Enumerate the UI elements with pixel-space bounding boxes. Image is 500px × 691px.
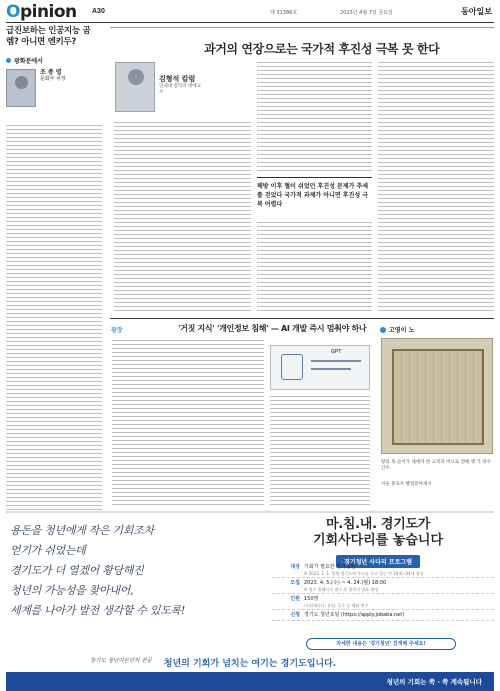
pullquote: 해방 이후 혈이 쉬었던 후진성 문제가 추세를 걷었다 국가적 과제가 아니면 후진성 극복 어렵다 xyxy=(257,183,369,208)
author-role: 문화부 차장 xyxy=(40,76,66,82)
right-signature: 서울 홍욱우 빨점분야개시 xyxy=(381,482,432,487)
columnist-block xyxy=(115,62,205,118)
author-photo xyxy=(6,69,36,107)
main-body-col1 xyxy=(114,122,251,312)
left-headline: 급진보하는 인공지능 곰렘? 아니면 엔키두? xyxy=(6,26,91,47)
left-body-text xyxy=(6,125,102,510)
columnist-photo xyxy=(115,62,155,112)
ad-row-value[interactable] xyxy=(304,611,494,619)
masthead-rule xyxy=(6,22,494,23)
ad-row-note: ※ 2023. 1. 1. 현재 경기도에 주소를 두고 있는 만 19세~34세 청년 xyxy=(304,571,424,576)
author-meta xyxy=(40,69,66,107)
ad-hand-line: 용돈을 청년에게 작은 기회조차 xyxy=(10,524,154,537)
main-title-rule xyxy=(110,27,494,28)
advertisement[interactable] xyxy=(6,511,494,686)
issue-number: 제 31386호 xyxy=(270,10,298,16)
right-section-tag: 고영이 노 xyxy=(380,325,414,334)
issue-date: 2023년 4월 7일 금요일 xyxy=(340,10,393,16)
image-caption: 왕의 목 들어가 대에자 한 교직과 여으로 전해 행 가 강수 간수. xyxy=(381,460,491,471)
calligraphy-image xyxy=(381,338,493,454)
lower-section-rule xyxy=(110,318,494,319)
author-name: 조 종 엽 xyxy=(40,69,62,76)
ad-row-value xyxy=(304,563,494,576)
main-body-col2a xyxy=(257,62,372,172)
ad-headline-line1: 마.침.내. 경기도가 xyxy=(326,517,430,532)
lower-section-tag: 광장 xyxy=(111,327,123,334)
ad-hand-line: 청년의 가능성을 찾아내어, xyxy=(10,584,134,597)
main-headline: 과거의 연장으로는 국가적 후진성 극복 못 한다 xyxy=(204,42,440,56)
ad-row-value xyxy=(304,595,494,608)
columnist-role: 연세대 철학과 명예교수 xyxy=(159,84,201,95)
phone-icon xyxy=(281,354,303,380)
ad-headline xyxy=(268,517,488,568)
ad-row xyxy=(272,594,494,610)
ad-row xyxy=(272,610,494,621)
ad-program-badge: 경기청년 사다리 프로그램 xyxy=(336,555,420,568)
ad-search-cta[interactable]: 자세한 내용은 '경기청년' 검색해 주세요! xyxy=(306,638,456,650)
ai-graphic xyxy=(270,345,370,390)
main-body-col2b xyxy=(257,222,372,312)
columnist-name: 김형석 칼럼 xyxy=(159,75,196,83)
ad-row-key: 모집 xyxy=(290,580,300,586)
ad-hand-line: 경기도가 더 열겠어 황당해진 xyxy=(10,564,144,577)
lower-body-col2 xyxy=(270,396,370,506)
author-row xyxy=(6,69,102,107)
section-logo-text: pinion xyxy=(19,2,77,22)
page-number: A30 xyxy=(92,8,105,15)
ad-apply-link[interactable]: 경기도 청년포털 (https://apply.jobaba.net) xyxy=(304,612,405,618)
ad-footer-bar xyxy=(6,672,494,691)
ad-headline-line2: 기회사다리를 놓습니다 xyxy=(312,533,444,548)
image-frame xyxy=(392,349,484,445)
ad-row xyxy=(272,578,494,594)
lower-headline: '거짓 지식' '개인정보 침해' — AI 개발 즉시 멈춰야 하나 xyxy=(178,324,367,333)
ad-bottom-slogan: 청년의 기회가 넘치는 여기는 경기도입니다. xyxy=(163,659,337,669)
column-label: 광화문에서 xyxy=(6,56,102,65)
section-logo: Opinion xyxy=(6,2,77,22)
ad-row-value-text: 150명 xyxy=(304,596,319,602)
ad-row xyxy=(272,562,494,578)
ad-row-value-text: 기회가 필요한 경기청년 xyxy=(304,564,356,570)
ad-hand-line: 얻기가 쉬었는데 xyxy=(10,544,86,557)
pullquote-rule xyxy=(257,177,372,178)
paper-name: 동아일보 xyxy=(461,6,492,16)
ad-row-value-text: 2023. 4. 5.(수) ~ 4. 24.(월) 18:00 xyxy=(304,580,387,586)
main-body-col3 xyxy=(378,62,494,312)
ad-row-key: 대상 xyxy=(290,564,300,570)
graphic-label: GPT xyxy=(331,349,342,355)
ad-handwritten-letter xyxy=(10,521,260,671)
masthead xyxy=(0,0,500,22)
footer-slogan: 청년의 기회는 쭉 · 쭉 계속됩니다 xyxy=(386,678,482,686)
graphic-line xyxy=(311,368,351,370)
graphic-line xyxy=(311,360,361,362)
ad-hand-line: 세계를 나아가 발전 생각할 수 있도록! xyxy=(10,604,185,617)
ad-hand-signature: 창가도 청년여론단의 전문 xyxy=(90,658,152,664)
ad-info-table xyxy=(272,562,494,621)
ad-row-note: 미국/캐나다, 유럽, 호주 등 해외 연수 xyxy=(304,603,369,608)
ad-row-key: 인원 xyxy=(290,596,300,602)
ad-row-note: ※ 접수 홈페이지 접수 후 합격자 발표 예정 xyxy=(304,587,379,592)
lower-body-col1 xyxy=(112,340,264,506)
ad-row-key: 신청 xyxy=(290,612,300,618)
ad-row-value xyxy=(304,579,494,592)
